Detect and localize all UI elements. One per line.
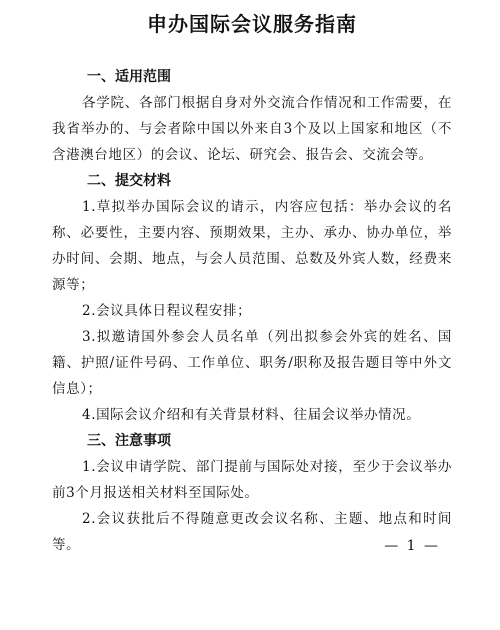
section-heading: 一、适用范围: [87, 69, 171, 85]
section-heading: 二、提交材料: [87, 173, 171, 189]
paragraph: 1.会议申请学院、部门提前与国际处对接，至少于会议举办前3个月报送相关材料至国际处。: [52, 459, 452, 501]
paragraph: 2.会议具体日程议程安排；: [82, 303, 252, 319]
paragraph: 3.拟邀请国外参会人员名单（列出拟参会外宾的姓名、国籍、护照/证件号码、工作单位、职务/职称及报告题目等中外文信息）；: [52, 329, 452, 397]
paragraph: 各学院、各部门根据自身对外交流合作情况和工作需要，在我省举办的、与会者除中国以外来自3个及以上国家和地区（不含港澳台地区）的会议、论坛、研究会、报告会、交流会等。: [52, 95, 452, 163]
document-title: 申办国际会议服务指南: [147, 12, 357, 36]
document-body: [52, 64, 452, 558]
section-heading: 三、注意事项: [87, 433, 171, 449]
paragraph: 4.国际会议介绍和有关背景材料、往届会议举办情况。: [82, 407, 421, 423]
paragraph: 1.草拟举办国际会议的请示，内容应包括：举办会议的名称、必要性，主要内容、预期效果，主办、承办、协办单位，举办时间、会期、地点，与会人员范围、总数及外宾人数，经费来源等；: [52, 199, 452, 293]
paragraph: 2.会议获批后不得随意更改会议名称、主题、地点和时间等。: [52, 511, 452, 553]
section-scope: [52, 64, 452, 168]
page-number: — 1 —: [384, 538, 440, 554]
section-materials: [52, 168, 452, 428]
